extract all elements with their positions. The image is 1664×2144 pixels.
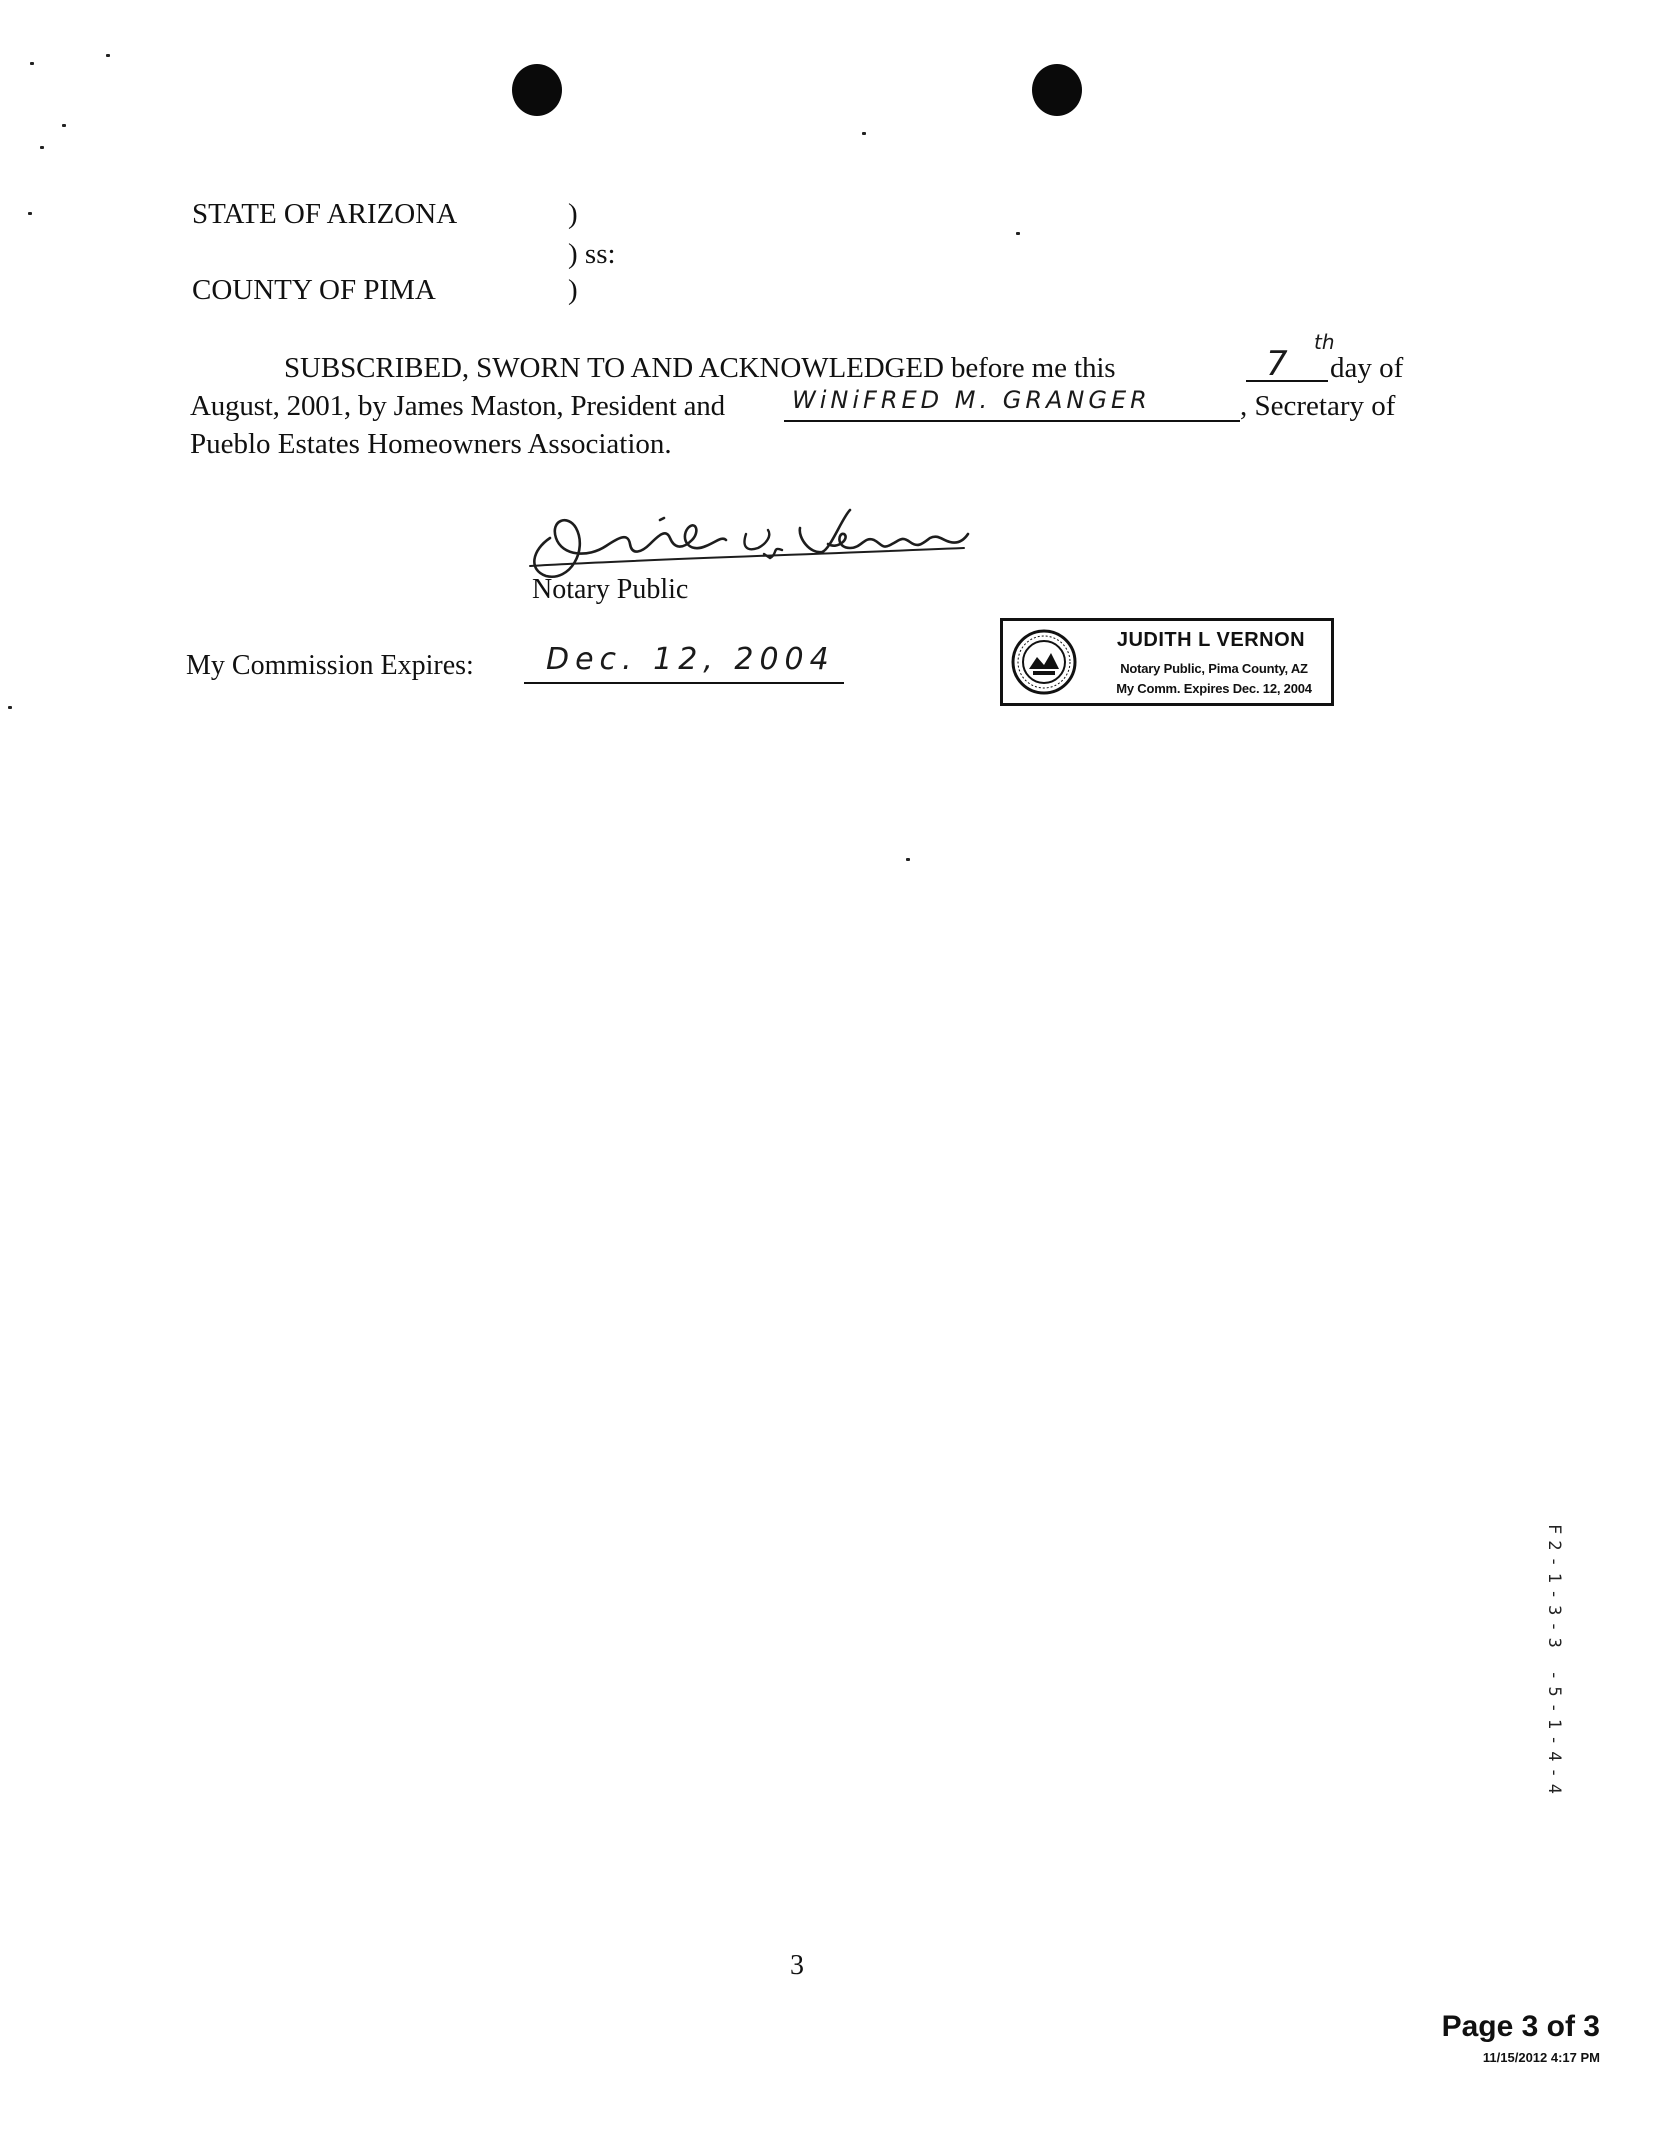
scan-speck — [28, 212, 32, 215]
ack-line1-prefix: SUBSCRIBED, SWORN TO AND ACKNOWLEDGED before me this — [284, 352, 1116, 384]
stamp-expiry: My Comm. Expires Dec. 12, 2004 — [1116, 681, 1312, 696]
punch-hole-left — [512, 64, 562, 116]
venue-county: COUNTY OF PIMA — [192, 274, 436, 306]
secretary-blank — [784, 420, 1240, 422]
venue-state: STATE OF ARIZONA — [192, 198, 458, 230]
scan-speck — [906, 858, 910, 861]
ack-line1-suffix: day of — [1330, 352, 1404, 384]
page-count: Page 3 of 3 — [1441, 2010, 1600, 2043]
stamp-name: JUDITH L VERNON — [1116, 629, 1306, 651]
page-number: 3 — [790, 1950, 804, 1981]
scan-speck — [8, 706, 12, 709]
scan-speck — [30, 62, 34, 65]
notary-public-label: Notary Public — [532, 574, 689, 605]
scan-speck — [40, 146, 44, 149]
ack-line2-suffix: , Secretary of — [1240, 390, 1396, 422]
stamp-county: Notary Public, Pima County, AZ — [1120, 661, 1308, 676]
scan-speck — [62, 124, 66, 127]
scan-speck — [106, 54, 110, 57]
notary-stamp — [1000, 618, 1334, 706]
commission-value: Dec. 12, 2004 — [546, 642, 835, 677]
secretary-name: WiNiFRED M. GRANGER — [792, 386, 1151, 414]
scan-speck — [862, 132, 866, 135]
ack-line2-prefix: August, 2001, by James Maston, President and — [190, 390, 725, 422]
ack-line3: Pueblo Estates Homeowners Association. — [190, 428, 672, 460]
venue-paren-top: ) — [568, 198, 578, 230]
margin-recording-code: F2-1-3-3 -5-1-4-4 — [1544, 1524, 1564, 1800]
day-suffix: th — [1314, 330, 1335, 354]
state-seal-icon — [1011, 629, 1077, 695]
scan-speck — [1016, 232, 1020, 235]
punch-hole-right — [1032, 64, 1082, 116]
print-timestamp: 11/15/2012 4:17 PM — [1482, 2050, 1600, 2065]
venue-paren-bottom: ) — [568, 274, 578, 306]
day-value: 7 — [1266, 344, 1291, 384]
commission-blank — [524, 682, 844, 684]
commission-label: My Commission Expires: — [186, 650, 474, 681]
venue-ss: ) ss: — [568, 238, 616, 270]
